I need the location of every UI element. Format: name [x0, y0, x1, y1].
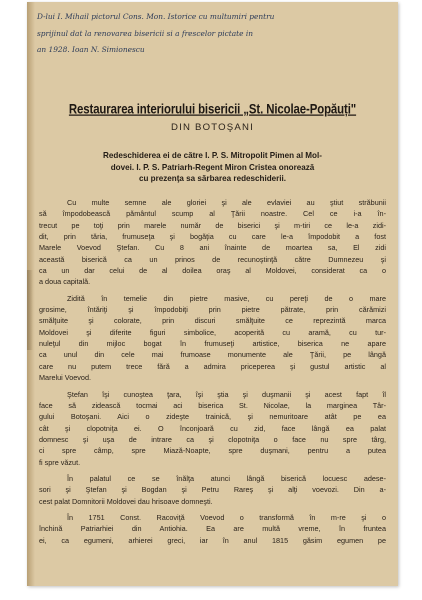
text-line: ca un dar celui de al doilea oraş al Moldovei, considerat ca o	[39, 266, 386, 276]
text-line: În 1751 Const. Racoviţă Voevod o transformă în m-re şi o	[67, 512, 386, 522]
page-fold-shadow	[27, 270, 33, 350]
text-line: În palatul ce se înălţa atunci lângă biserică locuesc adese-	[67, 473, 386, 483]
dedication-line: D-lui I. Mihail pictorul Cons. Mon. Istorice cu multumiri pentru	[37, 12, 275, 21]
text-line: grosime, întăriţi şi împodobiţi prin pietre pătrate, prin cărămizi	[39, 305, 386, 315]
text-line: să împodobească pământul scump al Ţării noastre. Cel ce i-a în-	[39, 209, 386, 219]
text-line: Zidită în temelie din pietre masive, cu pereţi de o mare	[67, 293, 386, 303]
text-line: fi spre văzut.	[39, 457, 81, 467]
text-line: sori şi Ştefan şi Bogdan şi Petru Rareş şi alţi voevozi. Din a-	[39, 485, 386, 495]
text-line: această biserică ca un prinos de recunoştinţă către Dumnezeu şi	[39, 254, 386, 264]
text-line: închină Patriarhiei din Antiohia. Ea are multă vreme, în fruntea	[39, 524, 386, 534]
text-line: trecut pe toţi prin marele număr de biserici şi m-tiri ce le-a zidi-	[39, 220, 386, 230]
paragraph	[39, 473, 386, 507]
document-page	[27, 2, 398, 586]
text-line: dit, prin tăria, frumuseţa şi bogăţia cu care le-a împodobit a fost	[39, 232, 386, 242]
text-line: Marele Voevod Ştefan. Cu 8 ani înainte de moartea sa, El zidi	[39, 243, 386, 253]
text-line: care nu putem trece fără a admira priceperea şi gustul artistic al	[39, 361, 386, 371]
text-line: ca unul din cele mai frumoase monumente ale Ţării, pe lângă	[39, 350, 386, 360]
text-line: ei, ca egumeni, arhierei greci, iar în anul 1815 găsim egumen pe	[39, 535, 386, 545]
handwritten-dedication	[37, 9, 392, 59]
text-line: a doua capitală.	[39, 277, 91, 287]
document-title: Restaurarea interiorului bisericii „St. Nicolae-Popăuți"	[68, 102, 357, 117]
text-line: cât şi clopotniţa ei. O înconjoară cu zid, face lângă ea palat	[39, 423, 386, 433]
text-line: Ştefan îşi cunoştea ţara, îşi ştia şi duşmanii şi acest fapt îl	[67, 389, 386, 399]
lead-line: dovei. I. P. S. Patriarh-Regent Miron Cristea onorează	[110, 162, 315, 172]
text-line: domnesc şi uşa de intrare ca şi clopotniţa o face nu spre târg,	[39, 434, 386, 444]
lead-line: cu prezenţa sa sărbarea redeschiderii.	[138, 174, 287, 184]
article-body	[39, 197, 386, 551]
text-line: face să zidească tocmai aci biserica St. Nicolae, la marginea Târ-	[39, 400, 386, 410]
text-line: smălţuite şi colorate, prin discuri smălţuite ce reprezintă marca	[39, 316, 386, 326]
document-subtitle: DIN BOTOŞANI	[171, 122, 254, 133]
paragraph	[39, 512, 386, 546]
text-line: Marelui Voevod.	[39, 373, 91, 383]
text-line: ci spre câmp, spre Miază-Noapte, spre duşmani, pentru a putea	[39, 446, 386, 456]
text-line: Cu multe semne ale gloriei şi ale evlaviei au ştiut străbunii	[67, 198, 386, 207]
text-line: cest palat Domnitorii Moldovei dau hrisoave domneşti.	[39, 496, 213, 506]
text-line: nuleţul din mijloc bogat în frumuseţi artistice, biserica ne apare	[39, 339, 386, 349]
dedication-line: sprijinul dat la renovarea bisericii si a frescelor pictate in	[37, 28, 253, 38]
paragraph	[39, 389, 386, 468]
paragraph	[39, 197, 386, 288]
lead-paragraph	[43, 150, 382, 185]
text-line: Moldovei şi diferite figuri simbolice, acoperită cu aramă, cu tur-	[39, 327, 386, 337]
lead-line: Redeschiderea ei de către I. P. S. Mitropolit Pimen al Mol-	[103, 151, 322, 160]
dedication-line: an 1928. Ioan N. Simionescu	[37, 45, 145, 54]
text-line: gului Botoşani. Aici o zideşte trainică, şi nemuritoare atât pe ea	[39, 412, 386, 422]
paragraph	[39, 293, 386, 384]
